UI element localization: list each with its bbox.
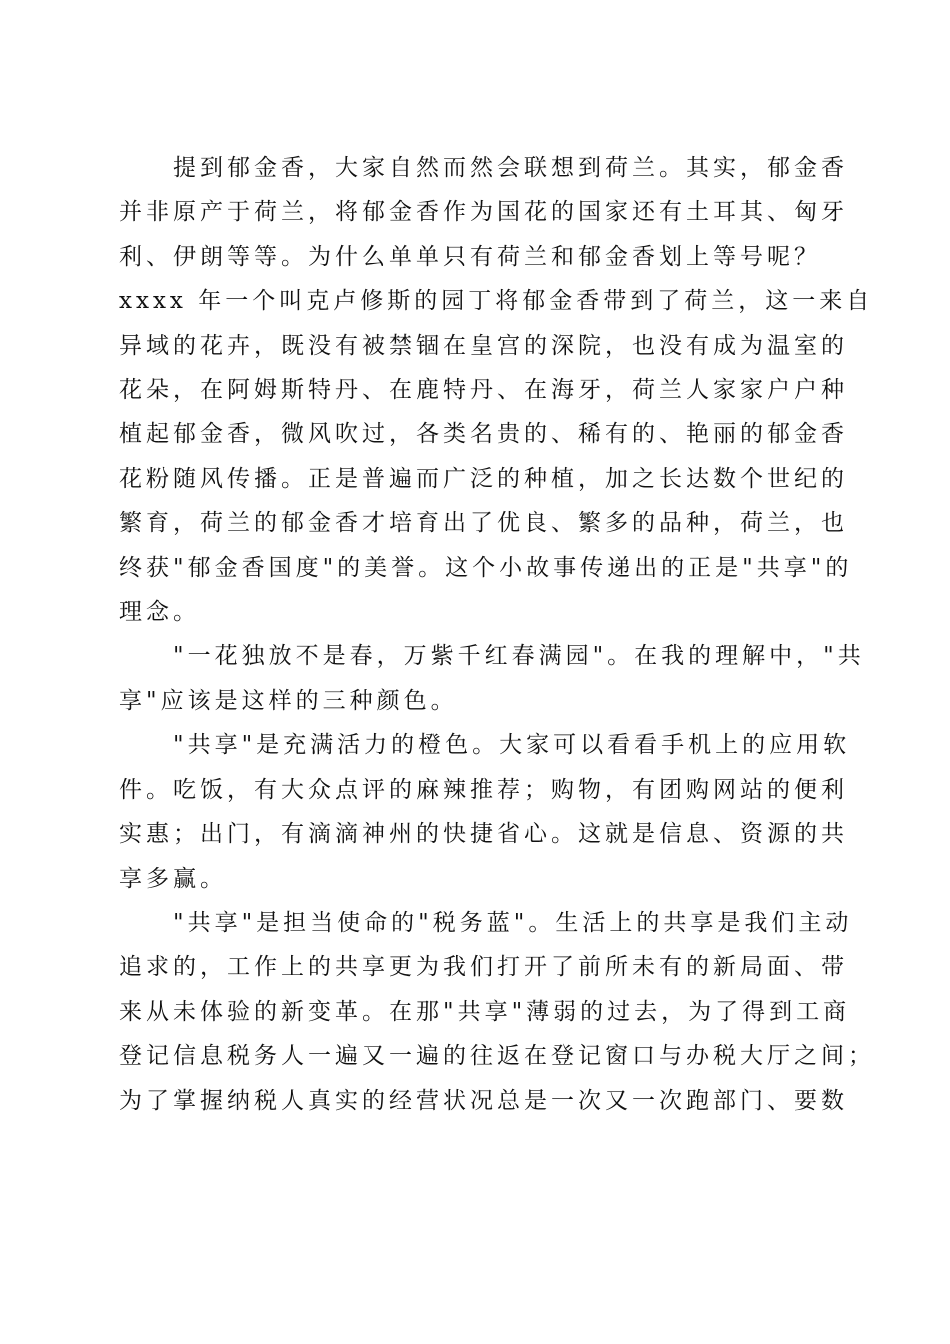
text-line: 件。吃饭，有大众点评的麻辣推荐；购物，有团购网站的便利 — [119, 776, 848, 803]
body-text — [119, 146, 875, 1123]
text-line: 提到郁金香，大家自然而然会联想到荷兰。其实，郁金香 — [119, 155, 848, 181]
paragraph-tax-blue — [119, 901, 875, 1123]
text-line: 利、伊朗等等。为什么单单只有荷兰和郁金香划上等号呢？ — [119, 243, 821, 270]
text-line: "一花独放不是春，万紫千红春满园"。在我的理解中，"共 — [119, 643, 865, 670]
text-line: 花朵，在阿姆斯特丹、在鹿特丹、在海牙，荷兰人家家户户种 — [119, 377, 848, 404]
text-line: 花粉随风传播。正是普遍而广泛的种植，加之长达数个世纪的 — [119, 465, 848, 492]
text-line: 终获"郁金香国度"的美誉。这个小故事传递出的正是"共享"的 — [119, 554, 853, 581]
text-line: 理念。 — [119, 599, 200, 626]
text-line: 来从未体验的新变革。在那"共享"薄弱的过去，为了得到工商 — [119, 998, 851, 1025]
text-line: 异域的花卉，既没有被禁锢在皇宫的深院，也没有成为温室的 — [119, 332, 848, 359]
text-line: xxxx 年一个叫克卢修斯的园丁将郁金香带到了荷兰，这一来自 — [119, 288, 874, 315]
paragraph-three-colors — [119, 634, 865, 723]
text-line: 为了掌握纳税人真实的经营状况总是一次又一次跑部门、要数 — [119, 1087, 848, 1114]
text-line: 实惠；出门，有滴滴神州的快捷省心。这就是信息、资源的共 — [119, 821, 848, 848]
text-line: 享多赢。 — [119, 865, 227, 892]
text-line: 追求的，工作上的共享更为我们打开了前所未有的新局面、带 — [119, 954, 848, 981]
text-line: 登记信息税务人一遍又一遍的往返在登记窗口与办税大厅之间； — [119, 1043, 875, 1070]
text-line: "共享"是充满活力的橙色。大家可以看看手机上的应用软 — [119, 732, 851, 759]
text-line: 繁育，荷兰的郁金香才培育出了优良、繁多的品种，荷兰，也 — [119, 510, 848, 537]
text-line: "共享"是担当使命的"税务蓝"。生活上的共享是我们主动 — [119, 909, 853, 936]
text-line: 植起郁金香，微风吹过，各类名贵的、稀有的、艳丽的郁金香 — [119, 421, 848, 448]
text-line: 享"应该是这样的三种颜色。 — [119, 687, 458, 714]
text-line: 并非原产于荷兰，将郁金香作为国花的国家还有土耳其、匈牙 — [119, 199, 848, 226]
paragraph-orange — [119, 723, 851, 901]
paragraph-tulip-story — [119, 146, 874, 634]
